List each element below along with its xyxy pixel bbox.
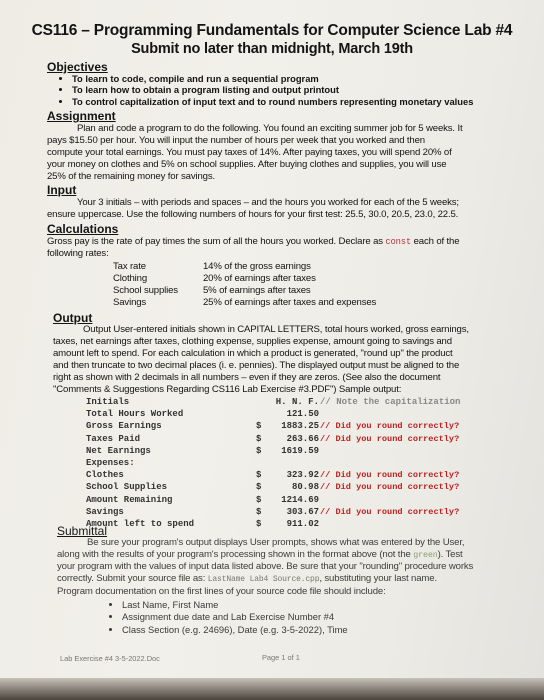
objective-item: • To learn to code, compile and run a sequential program xyxy=(72,73,473,84)
doc-title-line1: CS116 – Programming Fundamentals for Computer Science Lab #4 xyxy=(31,22,513,39)
documentation-item: • Assignment due date and Lab Exercise Number #4 xyxy=(122,610,348,622)
sample-output-dollar: $ xyxy=(256,434,262,444)
assignment-line: pays $15.50 per hour. You will input the number of hours per week that you worked and then xyxy=(47,135,425,146)
rate-name: Clothing xyxy=(113,273,147,284)
sample-output-value: 911.02 xyxy=(286,519,319,529)
sample-output-label: Clothes xyxy=(86,470,124,480)
sample-output-label: Total Hours Worked xyxy=(86,409,184,419)
input-line: ensure uppercase. Use the following numbers of hours for your first test: 25.5, 30.0, 20.5, 23.0, 22.5. xyxy=(47,209,459,220)
calculations-line: Gross pay is the rate of pay times the sum of all the hours you worked. Declare as const each of the xyxy=(47,236,460,247)
output-line: right as shown with 2 decimals in all numbers – even if they are zeros. (See also the document xyxy=(53,372,441,383)
submittal-line: Be sure your program's output displays User prompts, shows what was entered by the User, xyxy=(87,537,465,548)
page-bottom-shadow xyxy=(0,678,544,700)
footer-page-number: Page 1 of 1 xyxy=(262,653,300,662)
sample-output-value: 323.92 xyxy=(286,470,319,480)
submittal-line: along with the results of your program's processing shown in the format above (not the green). Test xyxy=(57,549,463,560)
objective-item: • To learn how to obtain a program listing and output printout xyxy=(72,84,473,95)
green-word: green xyxy=(413,550,438,560)
input-line: Your 3 initials – with periods and spaces – and the hours you worked for each of the 5 weeks; xyxy=(77,197,459,208)
sample-output-label: Gross Earnings xyxy=(86,421,162,431)
assignment-line: Plan and code a program to do the following. You found an exciting summer job for 5 weeks. It xyxy=(77,123,463,134)
sample-output-dollar: $ xyxy=(256,470,262,480)
sample-output-dollar: $ xyxy=(256,519,262,529)
rate-name: School supplies xyxy=(113,285,178,296)
sample-output-comment: // Did you round correctly? xyxy=(320,470,460,480)
sample-output-label: Taxes Paid xyxy=(86,434,141,444)
doc-title-line2: Submit no later than midnight, March 19th xyxy=(131,41,413,57)
sample-output-comment: // Did you round correctly? xyxy=(320,421,460,431)
sample-output-dollar: $ xyxy=(256,446,262,456)
sample-output-value: H. N. F. xyxy=(275,397,319,407)
output-line: and then truncate to two decimal places (i. e. pennies). The displayed output must be aligned to the xyxy=(53,360,460,371)
output-line: Output User-entered initials shown in CAPITAL LETTERS, total hours worked, gross earnings, xyxy=(83,324,469,335)
sample-output-dollar: $ xyxy=(256,507,262,517)
rate-name: Savings xyxy=(113,297,147,308)
rate-desc: 5% of earnings after taxes xyxy=(203,285,311,296)
source-filename: LastName Lab4 Source.cpp xyxy=(207,575,320,584)
sample-output-dollar: $ xyxy=(256,482,262,492)
sample-output-value: 1214.69 xyxy=(281,495,319,505)
sample-output-label: Amount left to spend xyxy=(86,519,195,529)
documentation-item: • Last Name, First Name xyxy=(122,598,348,610)
input-heading: Input xyxy=(47,183,77,197)
sample-output-label: Net Earnings xyxy=(86,446,151,456)
assignment-line: your money on clothes and 5% on school supplies. After buying clothes and supplies, you will use xyxy=(47,159,447,170)
rate-desc: 14% of the gross earnings xyxy=(203,261,311,272)
documentation-list xyxy=(106,598,348,635)
submittal-line: correctly. Submit your source file as: LastName Lab4 Source.cpp, substituting your last name. xyxy=(57,573,437,584)
sample-output-comment: // Did you round correctly? xyxy=(320,434,460,444)
calculations-line: following rates: xyxy=(47,248,109,259)
sample-output-label: Savings xyxy=(86,507,124,517)
objectives-list xyxy=(56,73,473,107)
sample-output-value: 1883.25 xyxy=(281,421,319,431)
rate-name: Tax rate xyxy=(113,261,146,272)
submittal-line: Program documentation on the first lines of your source code file should include: xyxy=(57,586,386,597)
sample-output-comment: // Note the capitalization xyxy=(320,397,461,407)
const-keyword: const xyxy=(385,237,412,247)
sample-output-value: 80.98 xyxy=(291,482,319,492)
sample-output-label: School Supplies xyxy=(86,482,168,492)
objectives-heading: Objectives xyxy=(47,60,108,74)
assignment-line: compute your total earnings. You must pay taxes of 14%. After paying taxes, you will spend 20% of xyxy=(47,147,452,158)
output-heading: Output xyxy=(53,311,93,325)
rate-desc: 20% of earnings after taxes xyxy=(203,273,316,284)
rate-desc: 25% of earnings after taxes and expenses xyxy=(203,297,377,308)
sample-output-label: Expenses: xyxy=(86,458,135,468)
output-line: amount left to spend. For each calculation in which a product is generated, "round up" the product xyxy=(53,348,453,359)
submittal-line: your program with the values of input data listed above. Be sure that your "rounding" procedure works xyxy=(57,561,474,572)
sample-output-value: 1619.59 xyxy=(281,446,319,456)
sample-output-label: Amount Remaining xyxy=(86,495,173,505)
output-line: taxes, net earnings after taxes, clothing expense, supplies expense, amount going to savings and xyxy=(53,336,452,347)
objective-item: • To control capitalization of input text and to round numbers representing monetary values xyxy=(72,96,473,107)
sample-output-value: 303.67 xyxy=(286,507,319,517)
output-line: "Comments & Suggestions Regarding CS116 Lab Exercise #3.PDF") Sample output: xyxy=(53,384,402,395)
calculations-heading: Calculations xyxy=(47,222,119,236)
sample-output-value: 263.66 xyxy=(286,434,319,444)
assignment-line: 25% of the remaining money for savings. xyxy=(47,171,215,182)
footer-filename: Lab Exercise #4 3-5-2022.Doc xyxy=(60,654,160,663)
sample-output-comment: // Did you round correctly? xyxy=(320,507,460,517)
sample-output-dollar: $ xyxy=(256,495,262,505)
sample-output-dollar: $ xyxy=(256,421,262,431)
assignment-heading: Assignment xyxy=(47,109,116,123)
sample-output-label: Initials xyxy=(86,397,130,407)
sample-output-comment: // Did you round correctly? xyxy=(320,482,460,492)
documentation-item: • Class Section (e.g. 24696), Date (e.g. 3-5-2022), Time xyxy=(122,623,348,635)
submittal-heading: Submittal xyxy=(57,524,108,538)
sample-output-value: 121.50 xyxy=(286,409,319,419)
